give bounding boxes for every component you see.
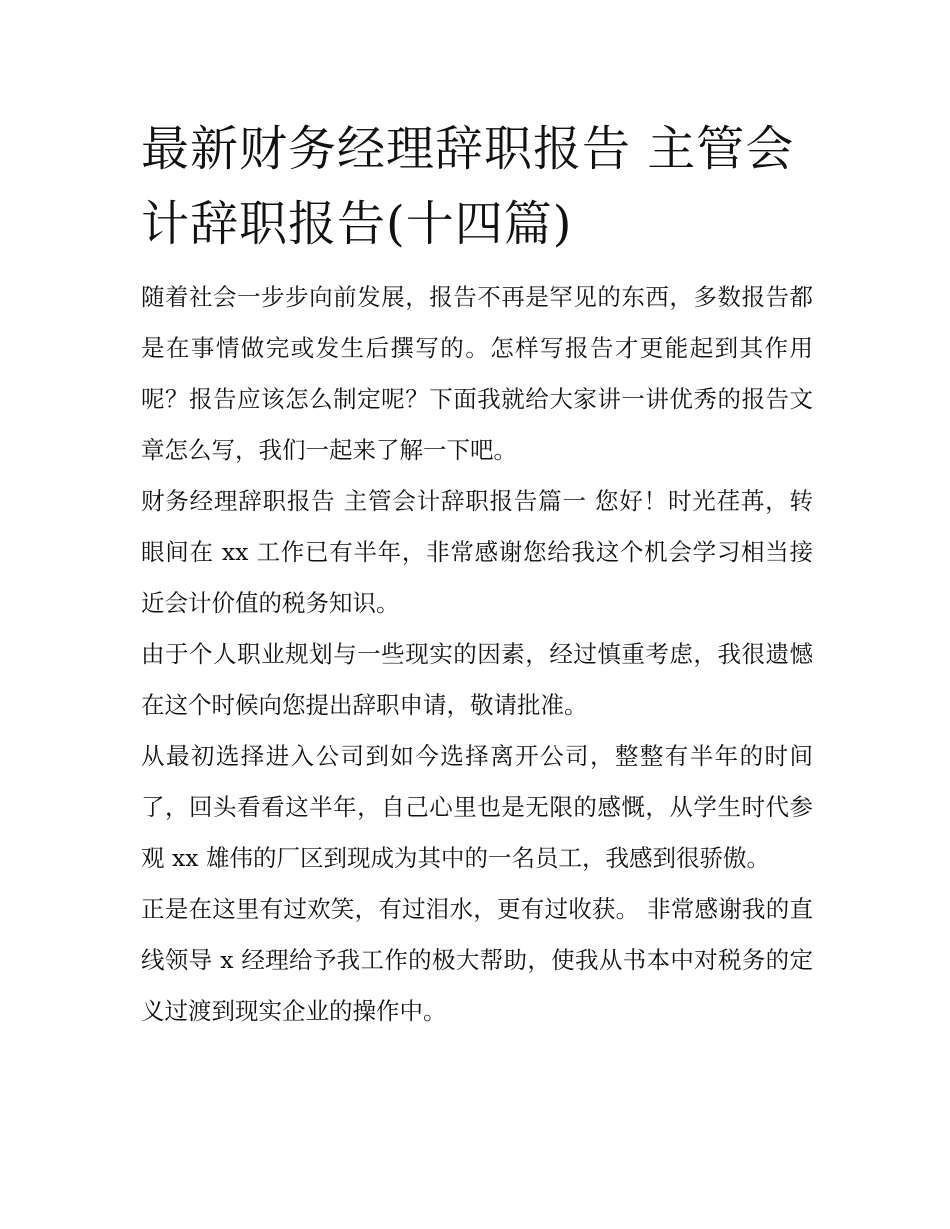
paragraph-reason: 由于个人职业规划与一些现实的因素，经过慎重考虑，我很遗憾在这个时候向您提出辞职申请，敬请批准。 [141, 640, 813, 719]
document-body [141, 272, 813, 1037]
paragraph-intro: 随着社会一步步向前发展，报告不再是罕见的东西，多数报告都是在事情做完或发生后撰写的。怎样写报告才更能起到其作用呢？报告应该怎么制定呢？下面我就给大家讲一讲优秀的报告文章怎么写，我们一起来了解一下吧。 [141, 283, 813, 464]
document-content [141, 112, 813, 1037]
paragraph-greeting: 财务经理辞职报告 主管会计辞职报告篇一 您好！时光荏苒，转眼间在 xx 工作已有半年，非常感谢您给我这个机会学习相当接近会计价值的税务知识。 [141, 487, 813, 617]
paragraph-gratitude: 正是在这里有过欢笑，有过泪水，更有过收获。 非常感谢我的直线领导 x 经理给予我工作的极大帮助，使我从书本中对税务的定义过渡到现实企业的操作中。 [141, 895, 813, 1025]
paragraph-reflection: 从最初选择进入公司到如今选择离开公司，整整有半年的时间了，回头看看这半年，自己心里也是无限的感慨，从学生时代参观 xx 雄伟的厂区到现成为其中的一名员工，我感到很骄傲。 [141, 742, 813, 872]
document-title: 最新财务经理辞职报告 主管会计辞职报告(十四篇) [141, 121, 795, 252]
